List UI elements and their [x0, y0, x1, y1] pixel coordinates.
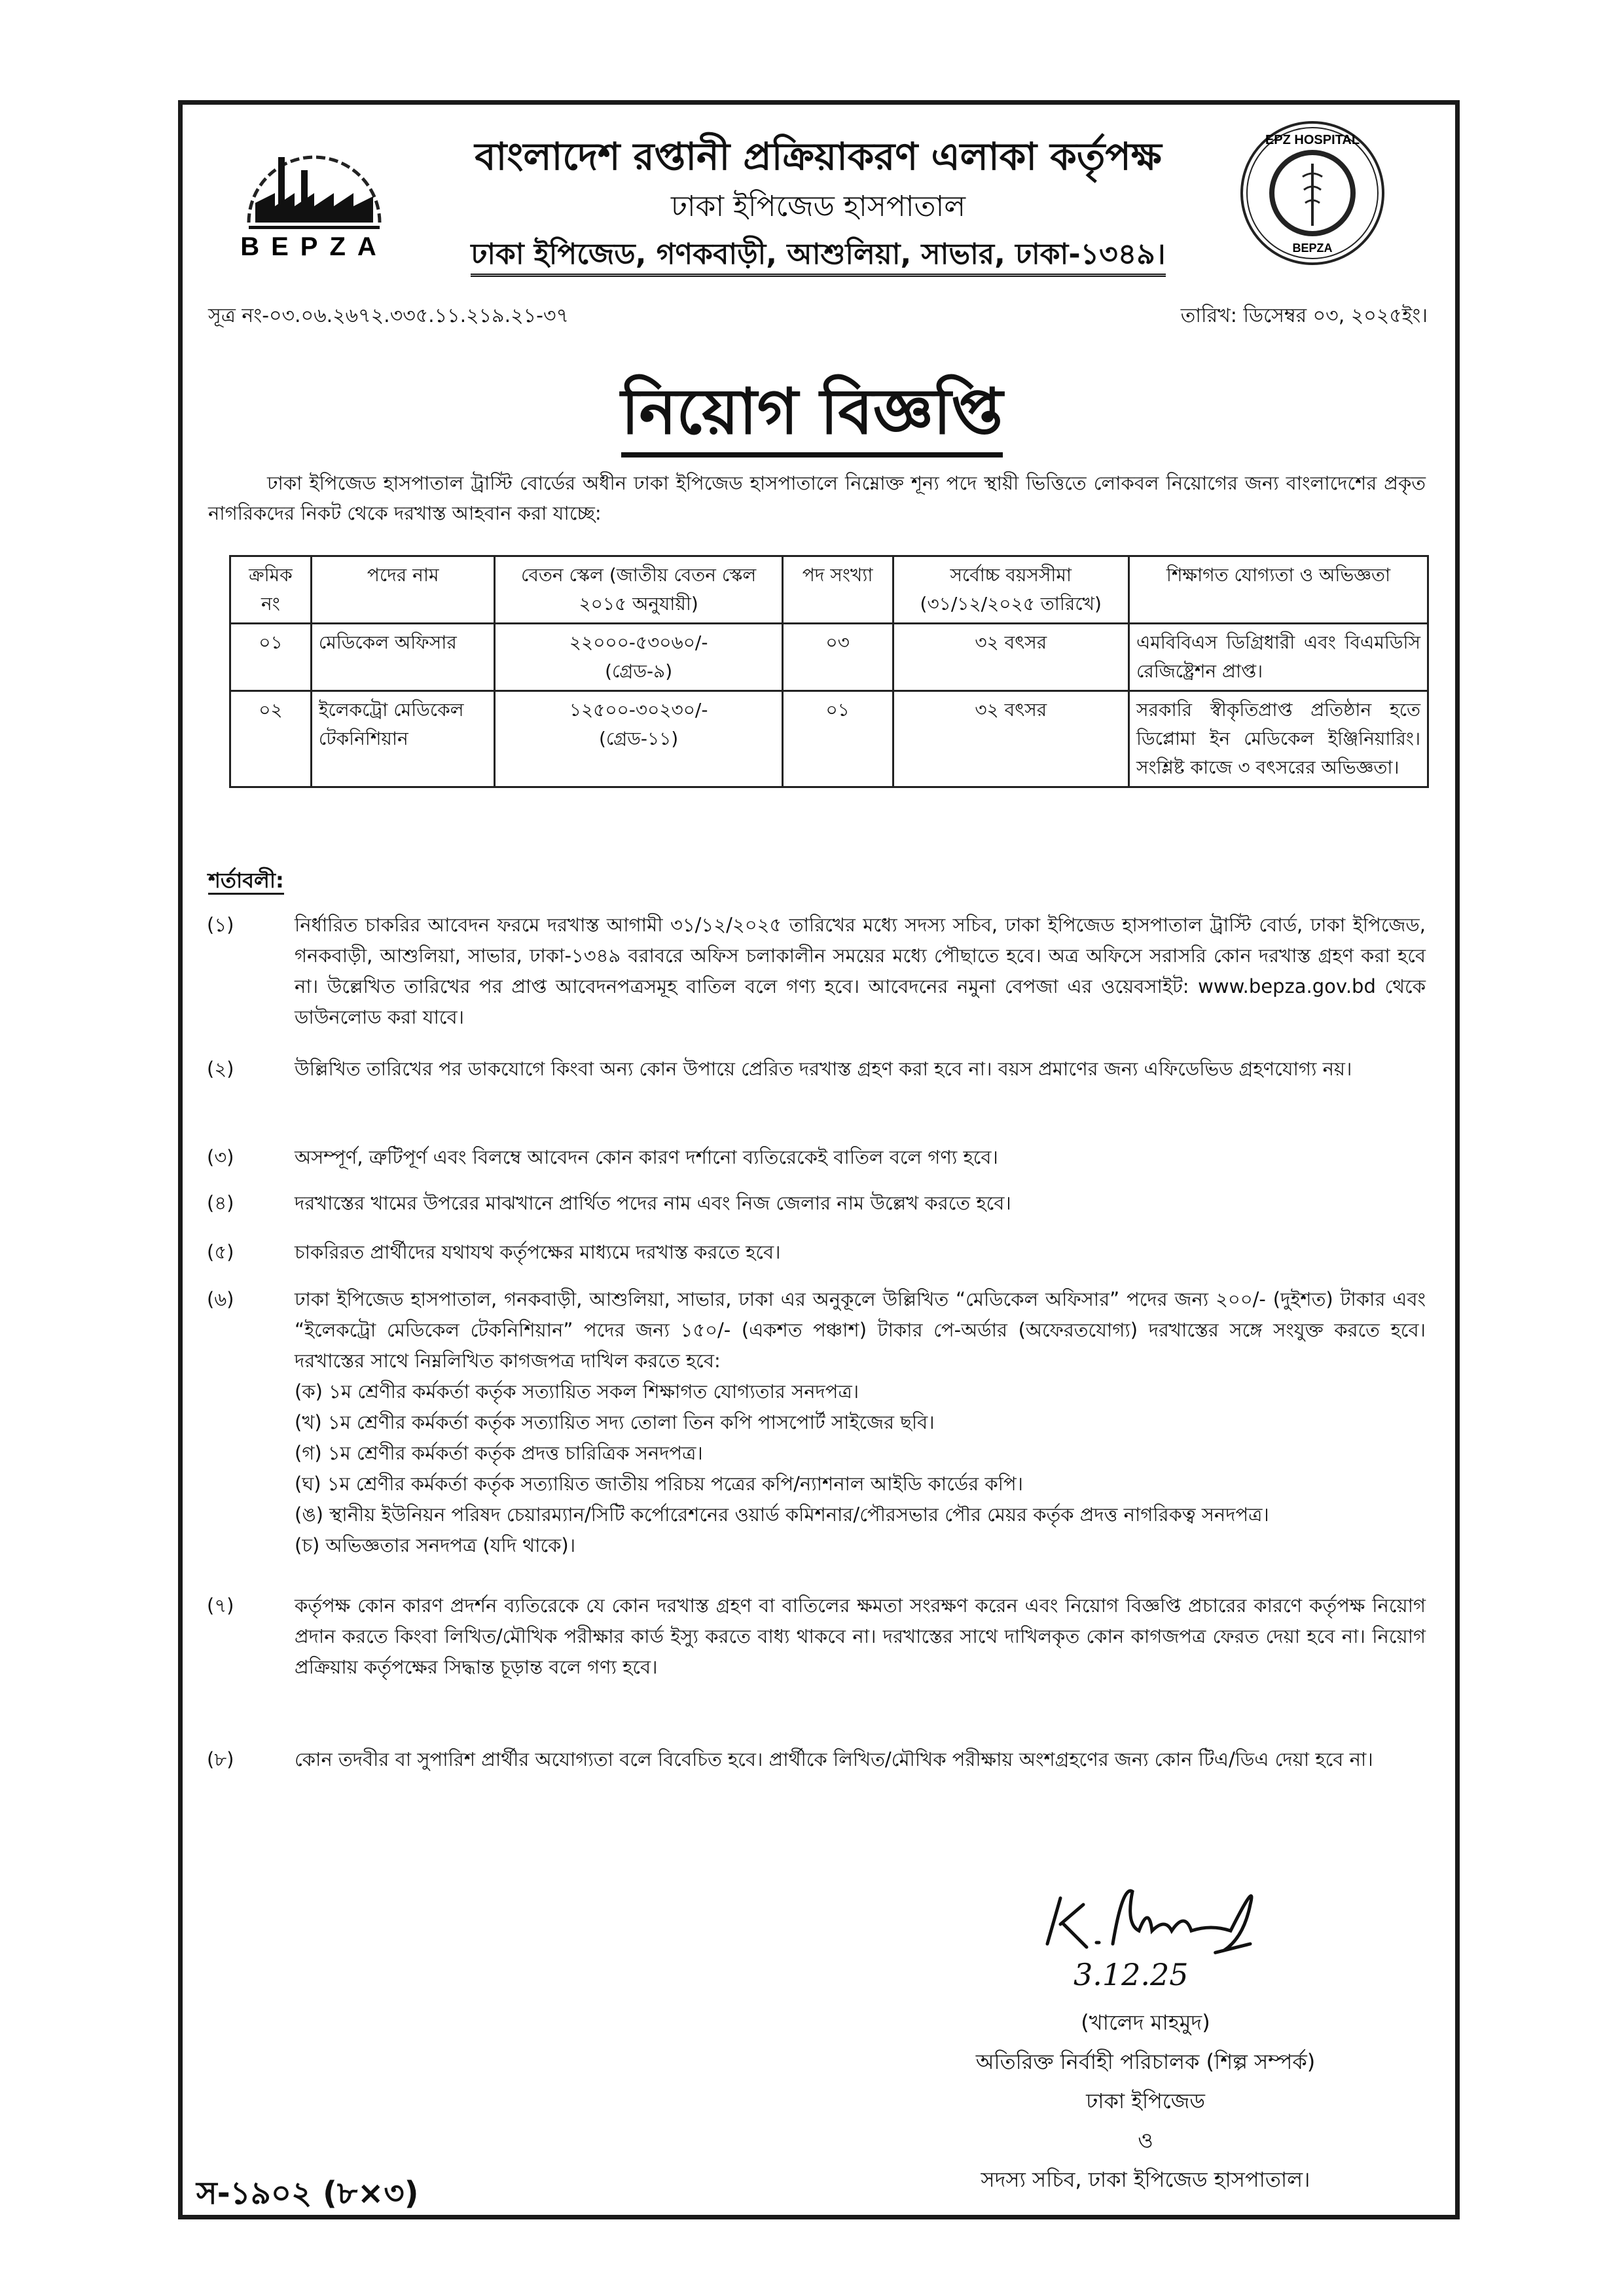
notice-title-text: নিয়োগ বিজ্ঞপ্তি	[621, 375, 1003, 457]
terms-heading-text: শর্তাবলী:	[208, 868, 284, 895]
scale-value: ১২৫০০-৩০২৩০/-	[569, 699, 708, 721]
term-text: নির্ধারিত চাকরির আবেদন ফরমে দরখাস্ত আগামী ৩১/১২/২০২৫ তারিখের মধ্যে সদস্য সচিব, ঢাকা ইপিজেড হাসপাতাল ট্রাস্টি বোর্ড, ঢাকা ইপিজেড, গনকবাড়ী, আশুলিয়া, সাভার, ঢাকা-১৩৪৯ বরাবরে অফিস চলাকালীন সময়ের মধ্যে পৌছাতে হবে। অত্র অফিসে সরাসরি কোন দরখাস্ত গ্রহণ করা হবে না। উল্লেখিত তারিখের পর প্রাপ্ত আবেদনপত্রসমূহ বাতিল বলে গণ্য হবে। আবেদনের নমুনা বেপজা এর ওয়েবসাইট: www.bepza.gov.bd থেকে ডাউনলোড করা যাবে।	[295, 914, 1426, 1028]
hospital-name: ঢাকা ইপিজেড হাসপাতাল	[670, 190, 966, 223]
signatory-office: ঢাকা ইপিজেড	[1086, 2089, 1205, 2113]
term-text: দরখাস্তের খামের উপরের মাঝখানে প্রার্থিত পদের নাম এবং নিজ জেলার নাম উল্লেখ করতে হবে।	[295, 1192, 1011, 1214]
cell-scale	[495, 691, 782, 787]
document-list-item: (ক) ১ম শ্রেণীর কর্মকর্তা কর্তৃক সত্যায়িত সকল শিক্ষাগত যোগ্যতার সনদপত্র।	[295, 1380, 859, 1403]
address	[406, 232, 1231, 280]
term-item	[207, 1590, 1426, 1683]
cell-qualification: সরকারি স্বীকৃতিপ্রাপ্ত প্রতিষ্ঠান হতে ডিপ্লোমা ইন মেডিকেল ইঞ্জিনিয়ারিং। সংশ্লিষ্ট কাজে ৩ বৎসরের অভিজ্ঞতা।	[1128, 691, 1428, 787]
cell-age: ৩২ বৎসর	[893, 624, 1128, 691]
term-item	[207, 1284, 1426, 1561]
term-text: চাকরিরত প্রার্থীদের যথাযথ কর্তৃপক্ষের মাধ্যমে দরখাস্ত করতে হবে।	[295, 1241, 781, 1263]
document-list-item: (ঙ) স্থানীয় ইউনিয়ন পরিষদ চেয়ারম্যান/সিটি কর্পোরেশনের ওয়ার্ড কমিশনার/পৌরসভার পৌর মেয়র কর্তৃক প্রদত্ত নাগরিকত্ব সনদপত্র।	[295, 1503, 1269, 1526]
signatory-designation: অতিরিক্ত নির্বাহী পরিচালক (শিল্প সম্পর্ক)	[975, 2049, 1316, 2074]
col-qualification: শিক্ষাগত যোগ্যতা ও অভিজ্ঞতা	[1128, 556, 1428, 624]
handwritten-signature	[1034, 1865, 1309, 1964]
address-text: ঢাকা ইপিজেড, গণকবাড়ী, আশুলিয়া, সাভার, ঢাকা-১৩৪৯।	[471, 238, 1165, 277]
signature-date: 3.12.25	[1074, 1957, 1189, 1992]
document-list	[295, 1376, 1426, 1561]
col-age: সর্বোচ্চ বয়সসীমা (৩১/১২/২০২৫ তারিখে)	[893, 556, 1128, 624]
signatory-conjunction: ও	[1138, 2128, 1153, 2153]
col-serial: ক্রমিক নং	[230, 556, 312, 624]
notice-title	[0, 363, 1624, 469]
logo-text: BEPZA	[240, 232, 388, 261]
vacancy-table	[229, 555, 1429, 788]
footer-code: স-১৯০২ (৮×৩)	[196, 2175, 419, 2212]
term-text: উল্লিখিত তারিখের পর ডাকযোগে কিংবা অন্য কোন উপায়ে প্রেরিত দরখাস্ত গ্রহণ করা হবে না। বয়স প্রমাণের জন্য এফিডেভিড গ্রহণযোগ্য নয়।	[295, 1058, 1352, 1080]
term-text: অসম্পূর্ণ, ত্রুটিপূর্ণ এবং বিলম্বে আবেদন কোন কারণ দর্শানো ব্যতিরেকেই বাতিল বলে গণ্য হবে।	[295, 1146, 998, 1168]
term-text: কর্তৃপক্ষ কোন কারণ প্রদর্শন ব্যতিরেকে যে কোন দরখাস্ত গ্রহণ বা বাতিলের ক্ষমতা সংরক্ষণ করেন এবং নিয়োগ বিজ্ঞপ্তি প্রচারের কারণে কর্তৃপক্ষ নিয়োগ প্রদান করতে কিংবা লিখিত/মৌখিক পরীক্ষার কার্ড ইস্যু করতে বাধ্য থাকবে না। দরখাস্তের সাথে দাখিলকৃত কোন কাগজপত্র ফেরত দেয়া হবে না। নিয়োগ প্রক্রিয়ায় কর্তৃপক্ষের সিদ্ধান্ত চূড়ান্ত বলে গণ্য হবে।	[295, 1594, 1426, 1678]
reference-number: সূত্র নং-০৩.০৬.২৬৭২.৩৩৫.১১.২১৯.২১-৩৭	[208, 304, 569, 327]
col-count: পদ সংখ্যা	[782, 556, 893, 624]
term-number: (৬)	[207, 1288, 234, 1310]
term-item	[207, 1237, 1426, 1268]
signatory-name: (খালেদ মাহমুদ)	[1081, 2010, 1210, 2035]
term-number: (৭)	[207, 1594, 234, 1617]
document-list-item: (ঘ) ১ম শ্রেণীর কর্মকর্তা কর্তৃক সত্যায়িত জাতীয় পরিচয় পত্রের কপি/ন্যাশনাল আইডি কার্ডের কপি।	[295, 1473, 1024, 1495]
term-number: (৩)	[207, 1146, 234, 1168]
col-scale: বেতন স্কেল (জাতীয় বেতন স্কেল ২০১৫ অনুযায়ী)	[495, 556, 782, 624]
table-row	[230, 691, 1428, 787]
issue-date: তারিখ: ডিসেম্বর ০৩, ২০২৫ইং।	[1180, 304, 1428, 327]
epz-hospital-seal	[1237, 118, 1388, 268]
term-item	[207, 1142, 1426, 1173]
signatory-block	[851, 2003, 1440, 2199]
document-list-item: (খ) ১ম শ্রেণীর কর্মকর্তা কর্তৃক সত্যায়িত সদ্য তোলা তিন কপি পাসপোর্ট সাইজের ছবি।	[295, 1411, 935, 1433]
terms-heading	[208, 864, 284, 899]
svg-text:EPZ HOSPITAL: EPZ HOSPITAL	[1265, 133, 1360, 147]
cell-count: ০৩	[782, 624, 893, 691]
cell-post: মেডিকেল অফিসার	[311, 624, 495, 691]
table-header-row	[230, 556, 1428, 624]
term-number: (৪)	[207, 1192, 234, 1214]
bepza-logo	[223, 124, 406, 262]
term-number: (১)	[207, 914, 234, 936]
term-number: (৮)	[207, 1748, 234, 1770]
cell-serial: ০১	[230, 624, 312, 691]
cell-post: ইলেকট্রো মেডিকেল টেকনিশিয়ান	[311, 691, 495, 787]
table-row	[230, 624, 1428, 691]
term-item	[207, 1054, 1426, 1085]
term-text: কোন তদবীর বা সুপারিশ প্রার্থীর অযোগ্যতা বলে বিবেচিত হবে। প্রার্থীকে লিখিত/মৌখিক পরীক্ষায় অংশগ্রহণের জন্য কোন টিএ/ডিএ দেয়া হবে না।	[295, 1748, 1373, 1770]
cell-serial: ০২	[230, 691, 312, 787]
signatory-role: সদস্য সচিব, ঢাকা ইপিজেড হাসপাতাল।	[981, 2167, 1310, 2192]
scale-value: ২২০০০-৫৩০৬০/-	[569, 632, 708, 653]
term-item	[207, 910, 1426, 1033]
cell-scale	[495, 624, 782, 691]
term-number: (২)	[207, 1058, 234, 1080]
document-list-item: (গ) ১ম শ্রেণীর কর্মকর্তা কর্তৃক প্রদত্ত চারিত্রিক সনদপত্র।	[295, 1442, 703, 1464]
term-text: ঢাকা ইপিজেড হাসপাতাল, গনকবাড়ী, আশুলিয়া, সাভার, ঢাকা এর অনুকূলে উল্লিখিত “মেডিকেল অফিসার” পদের জন্য ২০০/- (দুইশত) টাকার এবং “ইলেকট্রো মেডিকেল টেকনিশিয়ান” পদের জন্য ১৫০/- (একশত পঞ্চাশ) টাকার পে-অর্ডার (অফেরতযোগ্য) দরখাস্তের সঙ্গে সংযুক্ত করতে হবে। দরখাস্তের সাথে নিম্নলিখিত কাগজপত্র দাখিল করতে হবে:	[295, 1288, 1426, 1372]
cell-qualification: এমবিবিএস ডিগ্রিধারী এবং বিএমডিসি রেজিষ্ট্রেশন প্রাপ্ত।	[1128, 624, 1428, 691]
grade-value: (গ্রেড-৯)	[605, 660, 673, 682]
cell-age: ৩২ বৎসর	[893, 691, 1128, 787]
grade-value: (গ্রেড-১১)	[599, 728, 679, 749]
col-post: পদের নাম	[311, 556, 495, 624]
svg-text:BEPZA: BEPZA	[1292, 242, 1333, 255]
term-item	[207, 1744, 1426, 1775]
document-list-item: (চ) অভিজ্ঞতার সনদপত্র (যদি থাকে)।	[295, 1534, 576, 1556]
cell-count: ০১	[782, 691, 893, 787]
term-number: (৫)	[207, 1241, 234, 1263]
org-name: বাংলাদেশ রপ্তানী প্রক্রিয়াকরণ এলাকা কর্তৃপক্ষ	[475, 134, 1162, 179]
term-item	[207, 1188, 1426, 1219]
intro-paragraph: ঢাকা ইপিজেড হাসপাতাল ট্রাস্টি বোর্ডের অধীন ঢাকা ইপিজেড হাসপাতালে নিম্নোক্ত শূন্য পদে স্থায়ী ভিত্তিতে লোকবল নিয়োগের জন্য বাংলাদেশের প্রকৃত নাগরিকদের নিকট থেকে দরখাস্ত আহবান করা যাচ্ছে:	[208, 472, 1426, 524]
